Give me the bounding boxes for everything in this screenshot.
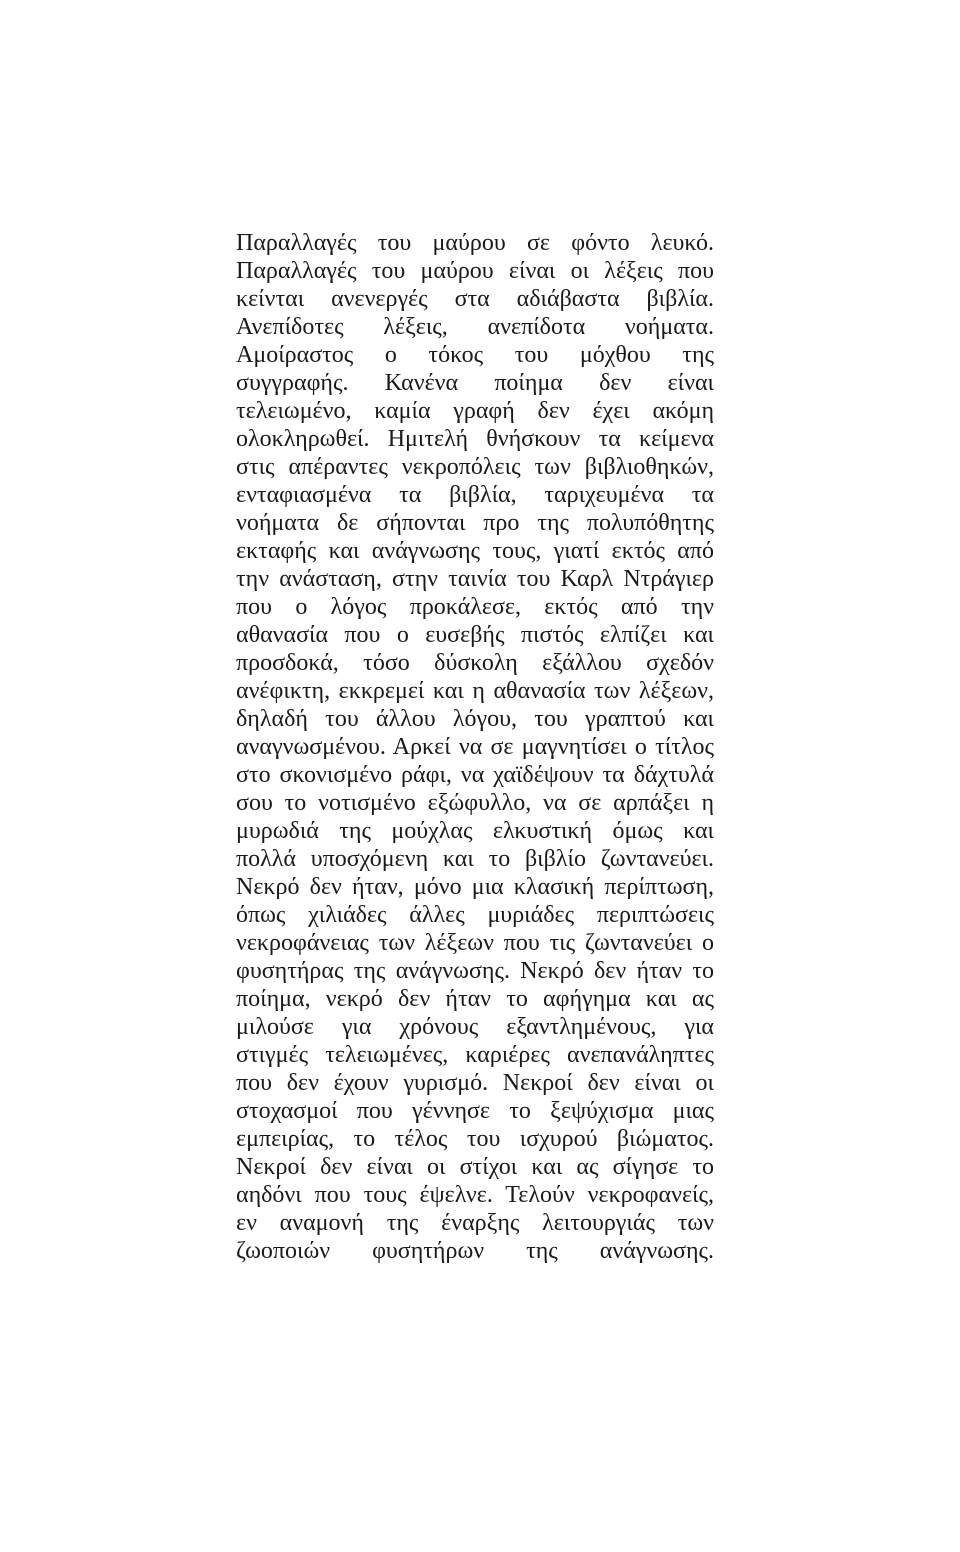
text-line: δηλαδή του άλλου λόγου, του γραπτού και [236,706,714,732]
text-line: Ανεπίδοτες λέξεις, ανεπίδοτα νοήματα. [236,314,714,340]
text-line: Παραλλαγές του μαύρου σε φόντο λευκό. [236,230,714,256]
text-line: εν αναμονή της έναρξης λειτουργιάς των [236,1210,714,1236]
text-line: συγγραφής. Κανένα ποίημα δεν είναι [236,370,714,396]
text-line: σου το νοτισμένο εξώφυλλο, να σε αρπάξει η [236,790,714,816]
text-line: νεκροφάνειας των λέξεων που τις ζωντανεύει ο [236,930,714,956]
text-line: αθανασία που ο ευσεβής πιστός ελπίζει και [236,622,714,648]
text-line: Αμοίραστος ο τόκος του μόχθου της [236,342,714,368]
text-line: ενταφιασμένα τα βιβλία, ταριχευμένα τα [236,482,714,508]
text-line: που ο λόγος προκάλεσε, εκτός από την [236,594,714,620]
text-line: προσδοκά, τόσο δύσκολη εξάλλου σχεδόν [236,650,714,676]
text-line: Νεκροί δεν είναι οι στίχοι και ας σίγησε το [236,1154,714,1180]
text-line: αηδόνι που τους έψελνε. Τελούν νεκροφανείς, [236,1182,714,1208]
text-line: κείνται ανενεργές στα αδιάβαστα βιβλία. [236,286,714,312]
text-line: ποίημα, νεκρό δεν ήταν το αφήγημα και ας [236,986,714,1012]
text-line: Νεκρό δεν ήταν, μόνο μια κλασική περίπτωση, [236,874,714,900]
text-line: νοήματα δε σήπονται προ της πολυπόθητης [236,510,714,536]
text-line: εκταφής και ανάγνωσης τους, γιατί εκτός από [236,538,714,564]
text-line: στοχασμοί που γέννησε το ξεψύχισμα μιας [236,1098,714,1124]
text-line: Παραλλαγές του μαύρου είναι οι λέξεις που [236,258,714,284]
text-line: εμπειρίας, το τέλος του ισχυρού βιώματος. [236,1126,714,1152]
text-line: φυσητήρας της ανάγνωσης. Νεκρό δεν ήταν το [236,958,714,984]
text-line: πολλά υποσχόμενη και το βιβλίο ζωντανεύει. [236,846,714,872]
text-line: αναγνωσμένου. Αρκεί να σε μαγνητίσει ο τίτλος [236,734,714,760]
text-line: στο σκονισμένο ράφι, να χαϊδέψουν τα δάχτυλά [236,762,714,788]
text-line: που δεν έχουν γυρισμό. Νεκροί δεν είναι οι [236,1070,714,1096]
text-line: ζωοποιών φυσητήρων της ανάγνωσης. [236,1238,714,1264]
text-line: μιλούσε για χρόνους εξαντλημένους, για [236,1014,714,1040]
text-line: στιγμές τελειωμένες, καριέρες ανεπανάληπτες [236,1042,714,1068]
text-line: όπως χιλιάδες άλλες μυριάδες περιπτώσεις [236,902,714,928]
text-line: τελειωμένο, καμία γραφή δεν έχει ακόμη [236,398,714,424]
text-line: μυρωδιά της μούχλας ελκυστική όμως και [236,818,714,844]
text-line: ολοκληρωθεί. Ημιτελή θνήσκουν τα κείμενα [236,426,714,452]
text-line: ανέφικτη, εκκρεμεί και η αθανασία των λέξεων, [236,678,714,704]
text-line: στις απέραντες νεκροπόλεις των βιβλιοθηκών, [236,454,714,480]
body-paragraph [236,229,714,1265]
text-line: την ανάσταση, στην ταινία του Καρλ Ντράγιερ [236,566,714,592]
